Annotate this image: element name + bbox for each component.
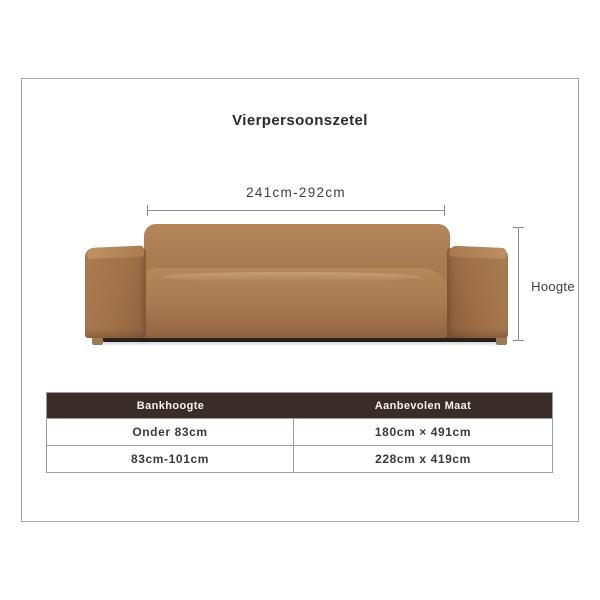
width-line-right-tick — [444, 205, 445, 216]
height-dimension-label: Hoogte — [531, 279, 575, 294]
table-cell-bench-height: Onder 83cm — [47, 419, 294, 445]
height-line-bottom-tick — [513, 340, 524, 341]
sofa-seat-cushion — [130, 268, 452, 338]
width-dimension-line — [147, 205, 445, 216]
table-row — [47, 445, 552, 472]
height-line — [518, 227, 519, 341]
size-recommendation-table — [46, 392, 553, 473]
table-cell-bench-height: 83cm-101cm — [47, 446, 294, 472]
table-row — [47, 418, 552, 445]
width-line — [147, 210, 445, 211]
table-header-aanbevolen-maat: Aanbevolen Maat — [374, 399, 472, 412]
sofa-right-armrest-top — [449, 246, 506, 259]
width-dimension-label: 241cm-292cm — [246, 185, 346, 200]
table-cell-recommended-size: 228cm x 419cm — [375, 452, 471, 466]
page-title: Vierpersoonszetel — [232, 112, 368, 129]
table-header-bankhoogte: Bankhoogte — [136, 399, 205, 412]
height-dimension-line — [513, 227, 524, 341]
sofa-illustration — [85, 222, 508, 348]
sofa-left-foot — [92, 337, 103, 345]
sofa-left-armrest — [85, 248, 146, 338]
table-cell-recommended-size: 180cm × 491cm — [374, 425, 472, 439]
sofa-right-armrest — [447, 248, 508, 338]
table-header-row — [47, 393, 552, 418]
sofa-right-foot — [496, 337, 507, 345]
sofa-left-armrest-top — [87, 246, 144, 259]
